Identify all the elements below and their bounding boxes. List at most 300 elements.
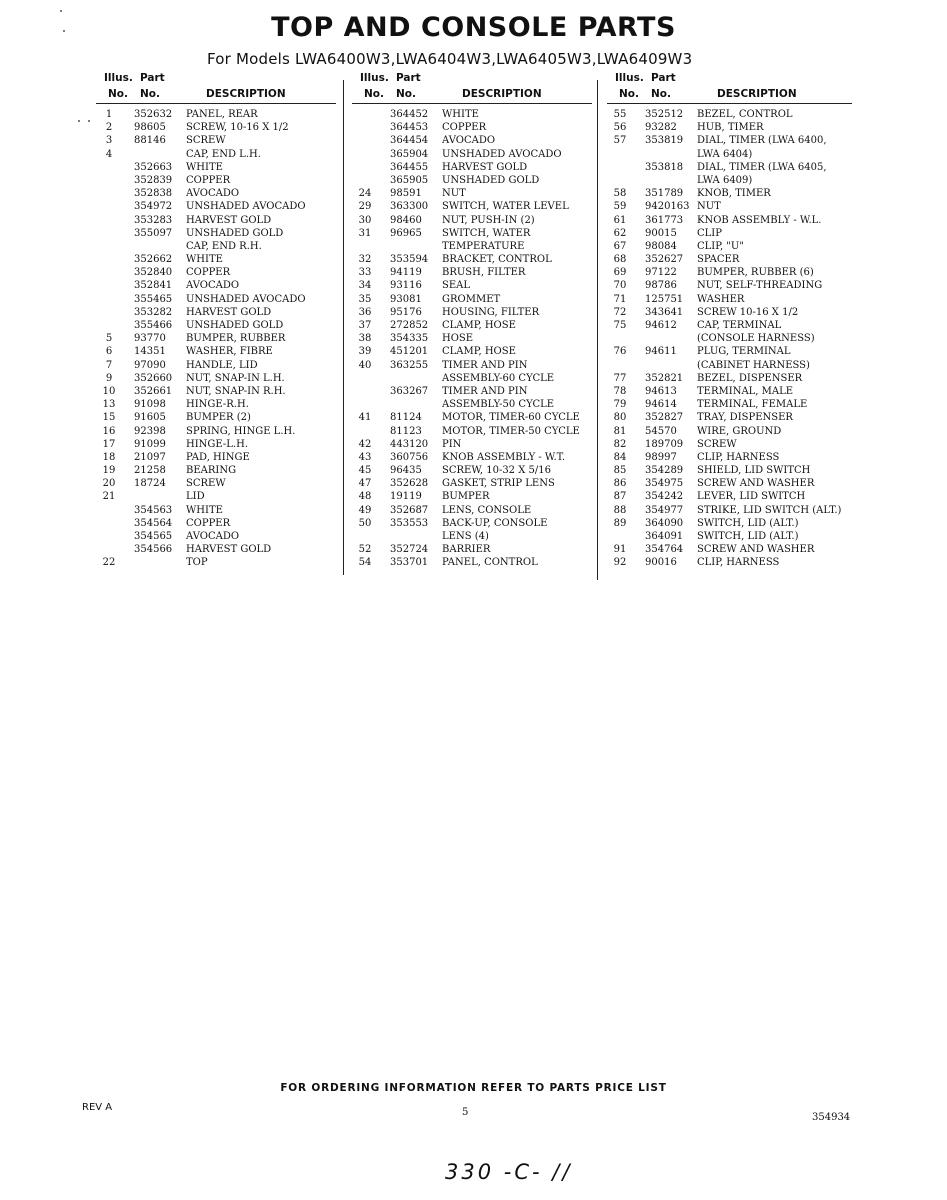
part-description: NUT, PUSH-IN (2) xyxy=(442,214,535,226)
part-description: COPPER xyxy=(442,122,487,134)
illus-number: 71 xyxy=(613,293,627,305)
part-number: 93282 xyxy=(645,122,677,134)
part-number: 354289 xyxy=(645,465,684,477)
scan-speck xyxy=(60,10,62,12)
part-row xyxy=(96,306,336,319)
part-row xyxy=(607,359,852,372)
part-row xyxy=(96,253,336,266)
part-description: GASKET, STRIP LENS xyxy=(442,478,555,490)
part-row xyxy=(96,385,336,398)
part-description: UNSHADED AVOCADO xyxy=(186,201,306,213)
part-row xyxy=(96,372,336,385)
illus-number: 10 xyxy=(102,385,116,397)
part-number: 272852 xyxy=(390,320,429,331)
part-number: 352840 xyxy=(134,267,173,279)
part-row xyxy=(607,411,852,424)
part-row xyxy=(352,425,592,438)
part-description: SCREW, 10-16 X 1/2 xyxy=(186,122,289,134)
part-number: 94611 xyxy=(645,346,677,358)
part-description: PANEL, CONTROL xyxy=(442,557,538,569)
part-number: 353594 xyxy=(390,254,429,266)
part-description: CLAMP, HOSE xyxy=(442,320,516,331)
part-number: 98084 xyxy=(645,240,677,252)
part-description: COPPER xyxy=(186,517,231,529)
part-row xyxy=(607,279,852,292)
part-number: 364453 xyxy=(390,122,429,134)
part-row xyxy=(352,174,592,187)
part-description: HINGE-L.H. xyxy=(186,438,248,450)
part-description: NUT, SNAP-IN R.H. xyxy=(186,385,286,397)
header-description: DESCRIPTION xyxy=(717,88,797,100)
part-number: 96965 xyxy=(390,227,422,239)
part-row xyxy=(96,504,336,517)
part-description: MOTOR, TIMER-50 CYCLE xyxy=(442,425,580,437)
part-row xyxy=(96,319,336,332)
part-row xyxy=(607,451,852,464)
header-description: DESCRIPTION xyxy=(462,88,542,100)
parts-column-2 xyxy=(352,72,592,569)
part-number: 14351 xyxy=(134,346,166,358)
part-number: 352628 xyxy=(390,478,429,490)
part-row xyxy=(352,134,592,147)
part-description: WHITE xyxy=(442,109,479,120)
illus-number: 22 xyxy=(102,557,116,569)
part-description: BACK-UP, CONSOLE xyxy=(442,517,548,529)
part-number: 98460 xyxy=(390,214,422,226)
header-rule xyxy=(96,103,336,104)
part-number: 364090 xyxy=(645,517,684,529)
part-row xyxy=(607,293,852,306)
part-row xyxy=(96,161,336,174)
part-description: PAD, HINGE xyxy=(186,451,250,463)
illus-number: 52 xyxy=(358,544,372,556)
column-header xyxy=(96,72,336,102)
illus-number: 56 xyxy=(613,122,627,134)
illus-number: 87 xyxy=(613,491,627,503)
part-number: 352662 xyxy=(134,254,173,266)
part-number: 443120 xyxy=(390,438,429,450)
part-description: HANDLE, LID xyxy=(186,359,258,371)
part-description: ASSEMBLY-60 CYCLE xyxy=(442,372,555,384)
part-description: NUT, SNAP-IN L.H. xyxy=(186,372,285,384)
part-description: PLUG, TERMINAL xyxy=(697,346,791,358)
part-description: CLIP xyxy=(697,227,722,239)
part-description: CLIP, "U" xyxy=(697,240,744,252)
part-description: AVOCADO xyxy=(186,280,240,292)
part-description: CAP, END R.H. xyxy=(186,240,262,252)
illus-number: 68 xyxy=(613,254,627,266)
part-row xyxy=(352,517,592,530)
illus-number: 43 xyxy=(358,451,372,463)
part-description: UNSHADED AVOCADO xyxy=(442,148,562,160)
part-row xyxy=(352,438,592,451)
part-row xyxy=(352,477,592,490)
part-description: SWITCH, WATER xyxy=(442,227,531,239)
illus-number: 41 xyxy=(358,412,372,424)
part-row xyxy=(96,148,336,161)
page-number: 5 xyxy=(462,1107,469,1118)
illus-number: 78 xyxy=(613,385,627,397)
part-row xyxy=(607,227,852,240)
part-row xyxy=(607,464,852,477)
illus-number: 4 xyxy=(105,148,113,160)
header-part-no: No. xyxy=(140,88,160,100)
illus-number: 89 xyxy=(613,517,627,529)
part-number: 361773 xyxy=(645,214,684,226)
part-row xyxy=(607,108,852,121)
illus-number: 35 xyxy=(358,293,372,305)
parts-rows xyxy=(96,108,336,570)
part-row xyxy=(352,279,592,292)
part-row xyxy=(352,108,592,121)
illus-number: 75 xyxy=(613,320,627,331)
part-description: (CABINET HARNESS) xyxy=(697,359,810,371)
part-number: 354565 xyxy=(134,531,173,542)
part-row xyxy=(96,214,336,227)
part-row xyxy=(352,398,592,411)
part-number: 93081 xyxy=(390,293,422,305)
illus-number: 77 xyxy=(613,372,627,384)
part-description: WHITE xyxy=(186,161,223,173)
part-row xyxy=(352,148,592,161)
part-row xyxy=(607,372,852,385)
part-description: SCREW, 10-32 X 5/16 xyxy=(442,465,551,477)
part-row xyxy=(352,293,592,306)
part-number: 354977 xyxy=(645,504,684,516)
illus-number: 58 xyxy=(613,188,627,200)
part-number: 352827 xyxy=(645,412,684,424)
part-number: 93116 xyxy=(390,280,422,292)
part-number: 364455 xyxy=(390,161,429,173)
part-number: 365905 xyxy=(390,174,429,186)
part-number: 354975 xyxy=(645,478,684,490)
illus-number: 50 xyxy=(358,517,372,529)
part-number: 21258 xyxy=(134,465,166,477)
part-row xyxy=(607,306,852,319)
document-number: 354934 xyxy=(812,1112,851,1123)
part-row xyxy=(352,240,592,253)
part-description: SWITCH, WATER LEVEL xyxy=(442,201,569,213)
part-number: 94614 xyxy=(645,399,677,411)
part-description: TIMER AND PIN xyxy=(442,359,528,371)
part-number: 352687 xyxy=(390,504,429,516)
column-header xyxy=(607,72,852,102)
part-description: KNOB, TIMER xyxy=(697,188,771,200)
illus-number: 7 xyxy=(105,359,113,371)
header-part: Part xyxy=(396,72,421,84)
part-row xyxy=(607,148,852,161)
part-description: BUMPER, RUBBER (6) xyxy=(697,267,814,279)
part-row xyxy=(607,543,852,556)
part-description: HOSE xyxy=(442,333,474,345)
illus-number: 70 xyxy=(613,280,627,292)
part-description: COPPER xyxy=(186,174,231,186)
illus-number: 81 xyxy=(613,425,627,437)
part-row xyxy=(96,464,336,477)
part-row xyxy=(607,319,852,332)
part-row xyxy=(352,385,592,398)
part-description: AVOCADO xyxy=(186,531,240,542)
part-number: 95176 xyxy=(390,306,422,318)
part-row xyxy=(607,517,852,530)
part-row xyxy=(352,372,592,385)
part-description: TEMPERATURE xyxy=(442,240,525,252)
scan-speck xyxy=(88,120,90,122)
part-number: 364091 xyxy=(645,531,684,542)
part-description: LENS, CONSOLE xyxy=(442,504,532,516)
part-description: KNOB ASSEMBLY - W.L. xyxy=(697,214,822,226)
part-row xyxy=(352,451,592,464)
part-description: BRUSH, FILTER xyxy=(442,267,526,279)
part-number: 98605 xyxy=(134,122,166,134)
header-illus: Illus. xyxy=(104,72,133,84)
part-number: 354972 xyxy=(134,201,173,213)
part-description: HARVEST GOLD xyxy=(442,161,528,173)
part-row xyxy=(96,451,336,464)
part-description: SCREW 10-16 X 1/2 xyxy=(697,306,799,318)
part-row xyxy=(96,200,336,213)
part-description: TERMINAL, MALE xyxy=(697,385,794,397)
part-description: UNSHADED AVOCADO xyxy=(186,293,306,305)
part-row xyxy=(607,253,852,266)
illus-number: 29 xyxy=(358,201,372,213)
part-row xyxy=(96,293,336,306)
illus-number: 20 xyxy=(102,478,116,490)
header-illus-no: No. xyxy=(364,88,384,100)
part-number: 355465 xyxy=(134,293,173,305)
part-description: HARVEST GOLD xyxy=(186,214,272,226)
part-description: AVOCADO xyxy=(442,135,496,147)
illus-number: 72 xyxy=(613,306,627,318)
header-illus: Illus. xyxy=(615,72,644,84)
part-number: 94613 xyxy=(645,385,677,397)
part-row xyxy=(352,187,592,200)
part-description: GROMMET xyxy=(442,293,501,305)
illus-number: 9 xyxy=(105,372,113,384)
part-description: WIRE, GROUND xyxy=(697,425,782,437)
header-part: Part xyxy=(140,72,165,84)
illus-number: 85 xyxy=(613,465,627,477)
part-description: UNSHADED GOLD xyxy=(442,174,540,186)
part-row xyxy=(352,345,592,358)
part-number: 88146 xyxy=(134,135,166,147)
header-illus-no: No. xyxy=(619,88,639,100)
part-number: 451201 xyxy=(390,346,429,358)
part-row xyxy=(96,108,336,121)
part-row xyxy=(607,214,852,227)
scan-speck xyxy=(78,120,80,122)
part-row xyxy=(352,490,592,503)
illus-number: 55 xyxy=(613,109,627,120)
part-description: WHITE xyxy=(186,504,223,516)
illus-number: 33 xyxy=(358,267,372,279)
illus-number: 79 xyxy=(613,399,627,411)
illus-number: 37 xyxy=(358,320,372,331)
illus-number: 84 xyxy=(613,451,627,463)
part-row xyxy=(352,464,592,477)
part-row xyxy=(352,359,592,372)
part-number: 355097 xyxy=(134,227,173,239)
part-description: SPRING, HINGE L.H. xyxy=(186,425,296,437)
part-number: 353283 xyxy=(134,214,173,226)
part-description: WHITE xyxy=(186,254,223,266)
parts-rows xyxy=(607,108,852,570)
illus-number: 59 xyxy=(613,201,627,213)
part-row xyxy=(607,121,852,134)
part-description: BARRIER xyxy=(442,544,491,556)
part-description: LENS (4) xyxy=(442,531,489,542)
part-description: HUB, TIMER xyxy=(697,122,764,134)
illus-number: 76 xyxy=(613,346,627,358)
column-header xyxy=(352,72,592,102)
part-row xyxy=(352,227,592,240)
part-row xyxy=(96,279,336,292)
illus-number: 88 xyxy=(613,504,627,516)
part-description: HARVEST GOLD xyxy=(186,306,272,318)
part-description: WASHER, FIBRE xyxy=(186,346,273,358)
part-row xyxy=(607,398,852,411)
part-description: LEVER, LID SWITCH xyxy=(697,491,806,503)
part-description: (CONSOLE HARNESS) xyxy=(697,333,815,345)
header-illus-no: No. xyxy=(108,88,128,100)
part-row xyxy=(352,200,592,213)
ordering-note: FOR ORDERING INFORMATION REFER TO PARTS PRICE LIST xyxy=(280,1082,667,1094)
illus-number: 19 xyxy=(102,465,116,477)
illus-number: 2 xyxy=(105,122,113,134)
part-number: 98786 xyxy=(645,280,677,292)
part-number: 91099 xyxy=(134,438,166,450)
part-number: 363267 xyxy=(390,385,429,397)
part-description: TOP xyxy=(186,557,208,569)
part-row xyxy=(607,490,852,503)
part-row xyxy=(352,556,592,569)
part-row xyxy=(96,425,336,438)
illus-number: 40 xyxy=(358,359,372,371)
part-number: 354566 xyxy=(134,544,173,556)
part-description: WASHER xyxy=(697,293,745,305)
part-row xyxy=(96,411,336,424)
part-description: LID xyxy=(186,491,205,503)
part-number: 125751 xyxy=(645,293,684,305)
illus-number: 30 xyxy=(358,214,372,226)
illus-number: 54 xyxy=(358,557,372,569)
part-row xyxy=(607,345,852,358)
part-row xyxy=(352,253,592,266)
part-row xyxy=(96,121,336,134)
part-number: 353701 xyxy=(390,557,429,569)
header-illus: Illus. xyxy=(360,72,389,84)
part-description: KNOB ASSEMBLY - W.T. xyxy=(442,451,566,463)
part-row xyxy=(607,187,852,200)
part-description: TRAY, DISPENSER xyxy=(697,412,793,424)
illus-number: 42 xyxy=(358,438,372,450)
part-description: SCREW AND WASHER xyxy=(697,544,815,556)
part-number: 189709 xyxy=(645,438,684,450)
illus-number: 1 xyxy=(105,109,113,120)
illus-number: 17 xyxy=(102,438,116,450)
part-row xyxy=(96,134,336,147)
part-description: SWITCH, LID (ALT.) xyxy=(697,531,799,542)
part-row xyxy=(352,411,592,424)
illus-number: 86 xyxy=(613,478,627,490)
part-description: MOTOR, TIMER-60 CYCLE xyxy=(442,412,580,424)
part-row xyxy=(96,359,336,372)
header-part-no: No. xyxy=(396,88,416,100)
part-number: 354764 xyxy=(645,544,684,556)
illus-number: 34 xyxy=(358,280,372,292)
part-row xyxy=(607,556,852,569)
column-divider xyxy=(343,80,344,575)
part-number: 343641 xyxy=(645,306,684,318)
part-description: UNSHADED GOLD xyxy=(186,227,284,239)
part-row xyxy=(607,438,852,451)
part-row xyxy=(607,134,852,147)
part-number: 91098 xyxy=(134,399,166,411)
part-number: 353818 xyxy=(645,161,684,173)
part-row xyxy=(352,530,592,543)
part-number: 90016 xyxy=(645,557,677,569)
illus-number: 39 xyxy=(358,346,372,358)
header-rule xyxy=(607,103,852,104)
part-description: STRIKE, LID SWITCH (ALT.) xyxy=(697,504,842,516)
part-number: 94612 xyxy=(645,320,677,331)
part-row xyxy=(96,438,336,451)
part-description: HINGE-R.H. xyxy=(186,399,249,411)
part-description: BRACKET, CONTROL xyxy=(442,254,552,266)
part-number: 364454 xyxy=(390,135,429,147)
illus-number: 18 xyxy=(102,451,116,463)
part-row xyxy=(607,174,852,187)
part-number: 354563 xyxy=(134,504,173,516)
part-row xyxy=(96,477,336,490)
illus-number: 5 xyxy=(105,333,113,345)
page-title: TOP AND CONSOLE PARTS xyxy=(271,12,676,43)
part-row xyxy=(96,345,336,358)
part-description: CAP, END L.H. xyxy=(186,148,261,160)
part-description: DIAL, TIMER (LWA 6400, xyxy=(697,135,827,147)
part-number: 352839 xyxy=(134,174,173,186)
part-description: COPPER xyxy=(186,267,231,279)
part-description: BUMPER, RUBBER xyxy=(186,333,286,345)
part-row xyxy=(96,187,336,200)
part-row xyxy=(96,398,336,411)
illus-number: 67 xyxy=(613,240,627,252)
part-description: BUMPER xyxy=(442,491,490,503)
part-description: LWA 6404) xyxy=(697,148,753,160)
illus-number: 80 xyxy=(613,412,627,424)
part-number: 18724 xyxy=(134,478,166,490)
part-number: 98997 xyxy=(645,451,677,463)
part-row xyxy=(607,332,852,345)
part-number: 97090 xyxy=(134,359,166,371)
illus-number: 61 xyxy=(613,214,627,226)
part-description: NUT xyxy=(697,201,721,213)
part-row xyxy=(96,174,336,187)
part-description: PANEL, REAR xyxy=(186,109,258,120)
part-row xyxy=(607,477,852,490)
part-description: UNSHADED GOLD xyxy=(186,320,284,331)
part-number: 93770 xyxy=(134,333,166,345)
part-row xyxy=(607,425,852,438)
part-number: 352663 xyxy=(134,161,173,173)
part-number: 353282 xyxy=(134,306,173,318)
part-number: 81124 xyxy=(390,412,422,424)
parts-rows xyxy=(352,108,592,570)
part-row xyxy=(607,200,852,213)
illus-number: 3 xyxy=(105,135,113,147)
illus-number: 38 xyxy=(358,333,372,345)
illus-number: 6 xyxy=(105,346,113,358)
